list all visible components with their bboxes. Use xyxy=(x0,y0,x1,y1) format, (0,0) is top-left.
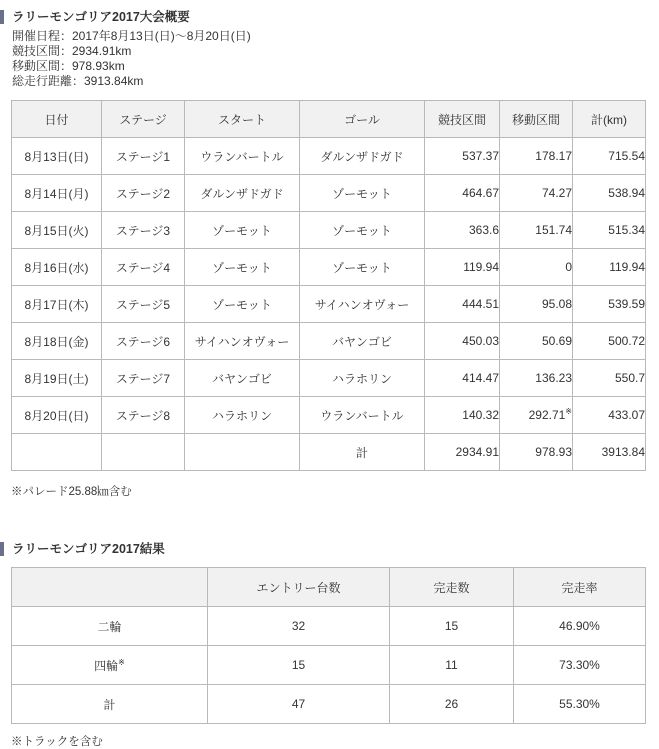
cell-date: 8月14日(月) xyxy=(12,175,102,212)
table-row xyxy=(12,397,646,434)
cell-date: 8月17日(木) xyxy=(12,286,102,323)
column-header-transfer-section: 移動区間 xyxy=(500,101,573,138)
cell-total-km: 433.07 xyxy=(573,397,646,434)
cell-goal: バヤンゴビ xyxy=(300,323,425,360)
cell-race-km-total: 2934.91 xyxy=(425,434,500,471)
table-row xyxy=(12,175,646,212)
cell-date: 8月19日(土) xyxy=(12,360,102,397)
summary-line: 移動区間：978.93km xyxy=(12,59,125,73)
cell-total-label: 計 xyxy=(300,434,425,471)
cell-transfer-km xyxy=(500,397,573,434)
cell-race-km: 537.37 xyxy=(425,138,500,175)
cell-race-km: 464.67 xyxy=(425,175,500,212)
table-row xyxy=(12,138,646,175)
column-header-finishers: 完走数 xyxy=(390,568,514,607)
page-root xyxy=(0,9,659,748)
cell-total-km: 715.54 xyxy=(573,138,646,175)
cell-finish-rate-total: 55.30% xyxy=(514,685,646,724)
column-header-race-section: 競技区間 xyxy=(425,101,500,138)
cell-stage: ステージ2 xyxy=(102,175,185,212)
cell-date: 8月20日(日) xyxy=(12,397,102,434)
cell-start: ゾーモット xyxy=(185,249,300,286)
cell-goal: ウランバートル xyxy=(300,397,425,434)
summary-line: 総走行距離：3913.84km xyxy=(12,74,144,88)
results-table xyxy=(11,567,646,724)
table-row xyxy=(12,685,646,724)
cell-transfer-km: 95.08 xyxy=(500,286,573,323)
cell-start: バヤンゴビ xyxy=(185,360,300,397)
cell-date: 8月13日(日) xyxy=(12,138,102,175)
cell-stage: ステージ5 xyxy=(102,286,185,323)
cell-start: ダルンザドガド xyxy=(185,175,300,212)
column-header-start: スタート xyxy=(185,101,300,138)
cell-finish-rate: 46.90% xyxy=(514,607,646,646)
cell-stage: ステージ1 xyxy=(102,138,185,175)
category-label: 四輪 xyxy=(94,658,119,673)
cell-finish-rate: 73.30% xyxy=(514,646,646,685)
truck-note: ※トラックを含む xyxy=(11,736,103,748)
cell-goal: ハラホリン xyxy=(300,360,425,397)
cell-total-km: 538.94 xyxy=(573,175,646,212)
cell-finishers: 11 xyxy=(390,646,514,685)
stage-schedule-table xyxy=(11,100,646,471)
table-row xyxy=(12,323,646,360)
cell-entries-total: 47 xyxy=(208,685,390,724)
summary-line: 競技区間：2934.91km xyxy=(12,44,132,58)
cell-transfer-km: 0 xyxy=(500,249,573,286)
column-header-stage: ステージ xyxy=(102,101,185,138)
cell-empty xyxy=(12,434,102,471)
overview-summary-list xyxy=(0,29,659,89)
cell-goal: ダルンザドガド xyxy=(300,138,425,175)
transfer-value: 292.71 xyxy=(528,408,566,422)
cell-start: ゾーモット xyxy=(185,286,300,323)
cell-empty xyxy=(102,434,185,471)
cell-goal: ゾーモット xyxy=(300,249,425,286)
cell-stage: ステージ6 xyxy=(102,323,185,360)
table-row xyxy=(12,212,646,249)
column-header-category xyxy=(12,568,208,607)
table-row xyxy=(12,360,646,397)
column-header-date: 日付 xyxy=(12,101,102,138)
table-row xyxy=(12,249,646,286)
cell-category-total: 計 xyxy=(12,685,208,724)
cell-total-km: 500.72 xyxy=(573,323,646,360)
cell-total-km: 550.7 xyxy=(573,360,646,397)
cell-start: ゾーモット xyxy=(185,212,300,249)
summary-line: 開催日程：2017年8月13日(日)～8月20日(日) xyxy=(12,29,251,43)
cell-total-km: 119.94 xyxy=(573,249,646,286)
cell-stage: ステージ8 xyxy=(102,397,185,434)
cell-start: ハラホリン xyxy=(185,397,300,434)
table-row xyxy=(12,646,646,685)
cell-transfer-km: 50.69 xyxy=(500,323,573,360)
cell-transfer-km: 178.17 xyxy=(500,138,573,175)
parade-note: ※パレード25.88㎞含む xyxy=(11,486,132,498)
cell-race-km: 363.6 xyxy=(425,212,500,249)
cell-finishers: 15 xyxy=(390,607,514,646)
cell-start: サイハンオヴォー xyxy=(185,323,300,360)
column-header-finish-rate: 完走率 xyxy=(514,568,646,607)
cell-transfer-km: 136.23 xyxy=(500,360,573,397)
cell-race-km: 450.03 xyxy=(425,323,500,360)
cell-entries: 32 xyxy=(208,607,390,646)
table-row xyxy=(12,286,646,323)
cell-total-km: 515.34 xyxy=(573,212,646,249)
footnote-mark: ※ xyxy=(565,407,572,416)
table-total-row xyxy=(12,434,646,471)
cell-stage: ステージ3 xyxy=(102,212,185,249)
cell-empty xyxy=(185,434,300,471)
table-header-row xyxy=(12,568,646,607)
cell-finishers-total: 26 xyxy=(390,685,514,724)
cell-transfer-km: 151.74 xyxy=(500,212,573,249)
table-row xyxy=(12,607,646,646)
cell-goal: ゾーモット xyxy=(300,212,425,249)
cell-stage: ステージ7 xyxy=(102,360,185,397)
column-header-entries: エントリー台数 xyxy=(208,568,390,607)
cell-date: 8月16日(水) xyxy=(12,249,102,286)
cell-race-km: 119.94 xyxy=(425,249,500,286)
cell-entries: 15 xyxy=(208,646,390,685)
cell-race-km: 140.32 xyxy=(425,397,500,434)
cell-race-km: 444.51 xyxy=(425,286,500,323)
table-header-row xyxy=(12,101,646,138)
cell-date: 8月18日(金) xyxy=(12,323,102,360)
cell-transfer-km-total: 978.93 xyxy=(500,434,573,471)
column-header-goal: ゴール xyxy=(300,101,425,138)
results-heading: ラリーモンゴリア2017結果 xyxy=(0,541,659,557)
cell-transfer-km: 74.27 xyxy=(500,175,573,212)
cell-category xyxy=(12,646,208,685)
cell-total-km-total: 3913.84 xyxy=(573,434,646,471)
section-spacer xyxy=(0,499,659,541)
cell-start: ウランバートル xyxy=(185,138,300,175)
column-header-total: 計(km) xyxy=(573,101,646,138)
footnote-mark: ※ xyxy=(118,657,125,667)
cell-date: 8月15日(火) xyxy=(12,212,102,249)
overview-heading: ラリーモンゴリア2017大会概要 xyxy=(0,9,659,25)
cell-stage: ステージ4 xyxy=(102,249,185,286)
cell-goal: サイハンオヴォー xyxy=(300,286,425,323)
cell-goal: ゾーモット xyxy=(300,175,425,212)
cell-race-km: 414.47 xyxy=(425,360,500,397)
cell-category: 二輪 xyxy=(12,607,208,646)
cell-total-km: 539.59 xyxy=(573,286,646,323)
